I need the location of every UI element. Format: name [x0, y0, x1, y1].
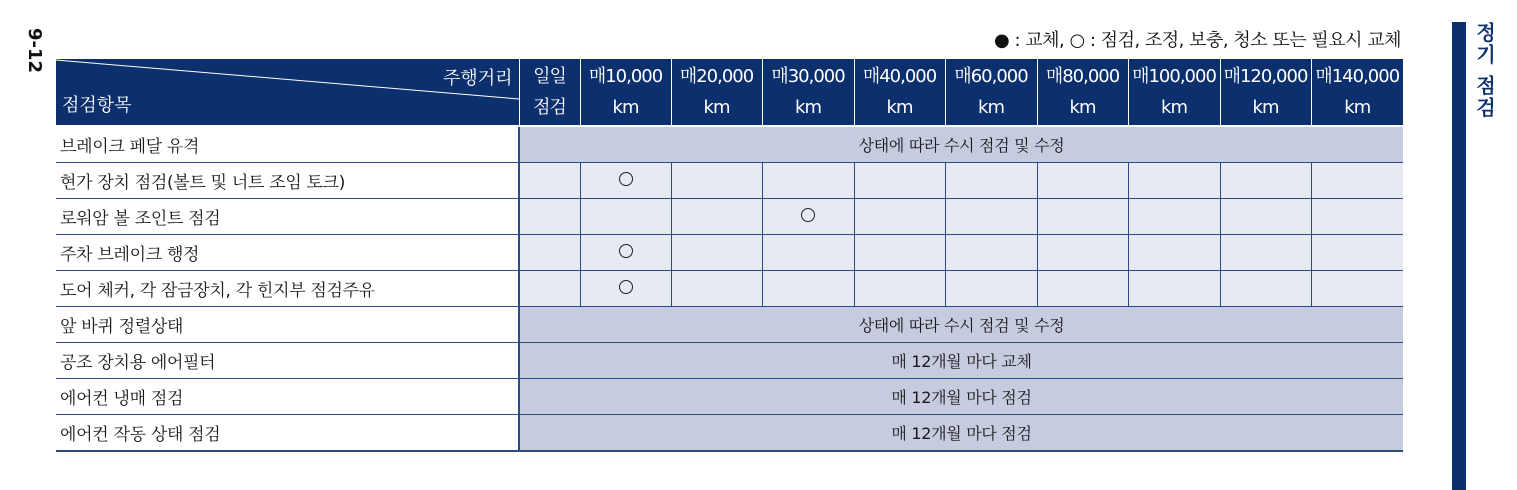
schedule-cell — [580, 199, 671, 235]
schedule-cell — [1220, 163, 1311, 199]
schedule-note: 매 12개월 마다 점검 — [519, 379, 1403, 415]
header-column — [580, 59, 671, 126]
header-column-line2: km — [886, 97, 913, 118]
header-column-line1: 매10,000 — [588, 66, 663, 87]
schedule-cell — [519, 235, 580, 271]
header-column — [945, 59, 1037, 126]
schedule-cell — [945, 235, 1037, 271]
header-column — [762, 59, 854, 126]
header-column — [671, 59, 762, 126]
schedule-cell — [1128, 235, 1220, 271]
schedule-cell — [762, 199, 854, 235]
schedule-cell — [854, 235, 945, 271]
schedule-cell — [854, 199, 945, 235]
inspection-item: 앞 바퀴 정렬상태 — [56, 307, 519, 343]
header-column — [1037, 59, 1128, 126]
inspection-item: 도어 체커, 각 잠금장치, 각 힌지부 점검주유 — [56, 271, 519, 307]
header-column-line2: km — [703, 97, 730, 118]
inspect-mark-icon — [801, 208, 815, 222]
inspection-item: 브레이크 페달 유격 — [56, 126, 519, 163]
page-number: 9-12 — [24, 27, 46, 73]
schedule-cell — [1037, 271, 1128, 307]
header-column-line1: 매60,000 — [954, 66, 1028, 87]
header-column — [1220, 59, 1311, 126]
inspection-item: 공조 장치용 에어필터 — [56, 343, 519, 379]
schedule-cell — [1128, 271, 1220, 307]
table-row — [56, 126, 1403, 163]
header-diagonal-cell — [56, 59, 519, 126]
schedule-cell — [1220, 271, 1311, 307]
header-column-line2: 점검 — [533, 97, 566, 118]
inspection-item: 주차 브레이크 행정 — [56, 235, 519, 271]
header-column-line1: 매30,000 — [771, 66, 845, 87]
schedule-cell — [945, 199, 1037, 235]
schedule-cell — [671, 235, 762, 271]
schedule-cell — [1311, 199, 1403, 235]
section-tab-bar — [1452, 22, 1466, 490]
schedule-cell — [1037, 163, 1128, 199]
header-column-line2: km — [1161, 97, 1187, 118]
header-column-line1: 매80,000 — [1045, 66, 1120, 87]
schedule-cell — [519, 163, 580, 199]
table-row — [56, 271, 1403, 307]
schedule-cell — [945, 163, 1037, 199]
header-column-line1: 매140,000 — [1315, 66, 1400, 87]
schedule-cell — [762, 235, 854, 271]
schedule-cell — [1311, 271, 1403, 307]
header-column — [854, 59, 945, 126]
maintenance-schedule-table — [56, 59, 1403, 452]
header-column-line1: 매100,000 — [1132, 66, 1216, 87]
table-row — [56, 199, 1403, 235]
schedule-cell — [671, 163, 762, 199]
schedule-note: 매 12개월 마다 교체 — [519, 343, 1403, 379]
inspection-item: 현가 장치 점검(볼트 및 너트 조임 토크) — [56, 163, 519, 199]
table-row — [56, 379, 1403, 415]
schedule-cell — [854, 163, 945, 199]
schedule-cell — [762, 271, 854, 307]
schedule-cell — [1311, 163, 1403, 199]
schedule-cell — [854, 271, 945, 307]
table-body — [56, 126, 1403, 451]
header-column-line2: km — [978, 97, 1004, 118]
inspection-item: 에어컨 작동 상태 점검 — [56, 415, 519, 452]
header-column-line1: 매40,000 — [862, 66, 937, 87]
header-column — [1128, 59, 1220, 126]
inspection-item: 에어컨 냉매 점검 — [56, 379, 519, 415]
table-header-row — [56, 59, 1403, 126]
inspect-mark-icon — [619, 172, 633, 186]
inspect-mark-icon — [619, 244, 633, 258]
schedule-cell — [671, 271, 762, 307]
table-row — [56, 163, 1403, 199]
schedule-note: 매 12개월 마다 점검 — [519, 415, 1403, 452]
schedule-cell — [519, 271, 580, 307]
schedule-cell — [519, 199, 580, 235]
header-column-line1: 일일 — [533, 66, 566, 87]
inspect-mark-icon — [619, 280, 633, 294]
schedule-note: 상태에 따라 수시 점검 및 수정 — [519, 126, 1403, 163]
schedule-cell — [1037, 199, 1128, 235]
header-column-line2: km — [612, 97, 639, 118]
schedule-cell — [1220, 235, 1311, 271]
schedule-cell — [580, 235, 671, 271]
schedule-cell — [945, 271, 1037, 307]
legend: ● : 교체, ○ : 점검, 조정, 보충, 청소 또는 필요시 교체 — [994, 30, 1401, 51]
section-title: 정기 점검 — [1472, 22, 1497, 119]
table-row — [56, 343, 1403, 379]
schedule-cell — [762, 163, 854, 199]
table-row — [56, 307, 1403, 343]
header-column-line1: 매20,000 — [679, 66, 754, 87]
header-column-line2: km — [795, 97, 821, 118]
header-column — [1311, 59, 1403, 126]
table-row — [56, 415, 1403, 452]
header-column — [519, 59, 580, 126]
header-column-line2: km — [1344, 97, 1371, 118]
header-column-line2: km — [1252, 97, 1279, 118]
header-column-line1: 매120,000 — [1223, 66, 1308, 87]
schedule-cell — [1037, 235, 1128, 271]
schedule-cell — [580, 163, 671, 199]
inspection-item: 로워암 볼 조인트 점검 — [56, 199, 519, 235]
table-row — [56, 235, 1403, 271]
header-distance-label: 주행거리 — [442, 68, 513, 89]
schedule-cell — [1220, 199, 1311, 235]
schedule-cell — [1128, 199, 1220, 235]
header-item-label: 점검항목 — [62, 95, 132, 116]
schedule-cell — [1311, 235, 1403, 271]
schedule-cell — [671, 199, 762, 235]
header-column-line2: km — [1069, 97, 1096, 118]
schedule-note: 상태에 따라 수시 점검 및 수정 — [519, 307, 1403, 343]
schedule-cell — [580, 271, 671, 307]
schedule-cell — [1128, 163, 1220, 199]
